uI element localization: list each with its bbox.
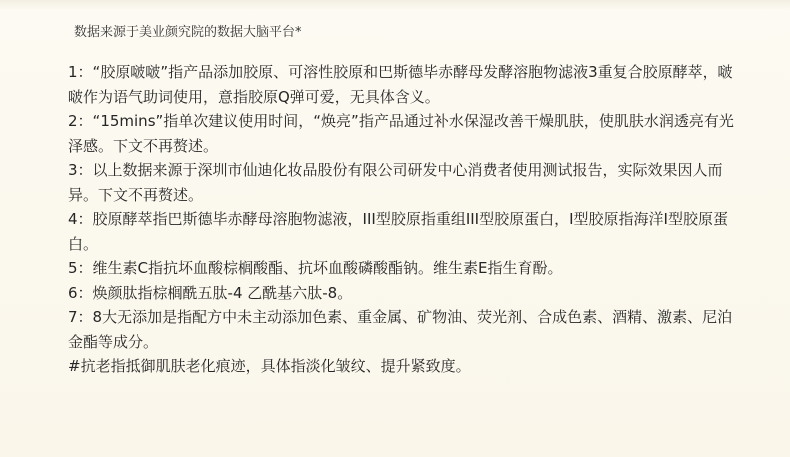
footnote-5: 5：维生素C指抗坏血酸棕榈酸酯、抗坏血酸磷酸酯钠。维生素E指生育酚。: [68, 259, 563, 277]
footnote-4: 4：胶原酵萃指巴斯德毕赤酵母溶胞物滤液，III型胶原指重组III型胶原蛋白，I型胶原指海洋I型胶原蛋白。: [68, 210, 728, 253]
footnote-7: 7：8大无添加是指配方中未主动添加色素、重金属、矿物油、荧光剂、合成色素、酒精、激素、尼泊金酯等成分。: [68, 308, 733, 351]
footnote-3: 3：以上数据来源于深圳市仙迪化妆品股份有限公司研发中心消费者使用测试报告，实际效果因人而异。下文不再赘述。: [68, 161, 723, 204]
footnote-list: [68, 60, 736, 379]
data-source-note: 数据来源于美业颜究院的数据大脑平台*: [74, 25, 302, 40]
footnote-2: 2：“15mins”指单次建议使用时间，“焕亮”指产品通过补水保湿改善干燥肌肤，使肌肤水润透亮有光泽感。下文不再赘述。: [68, 112, 734, 155]
footnote-1: 1：“胶原啵啵”指产品添加胶原、可溶性胶原和巴斯德毕赤酵母发酵溶胞物滤液3重复合胶原酵萃，啵啵作为语气助词使用，意指胶原Q弹可爱，无具体含义。: [68, 63, 733, 106]
top-shadow: [0, 0, 790, 10]
footnote-6: 6：焕颜肽指棕榈酰五肽-4 乙酰基六肽-8。: [68, 283, 353, 302]
footnote-anti-aging: #抗老指抵御肌肤老化痕迹，具体指淡化皱纹、提升紧致度。: [68, 357, 471, 375]
